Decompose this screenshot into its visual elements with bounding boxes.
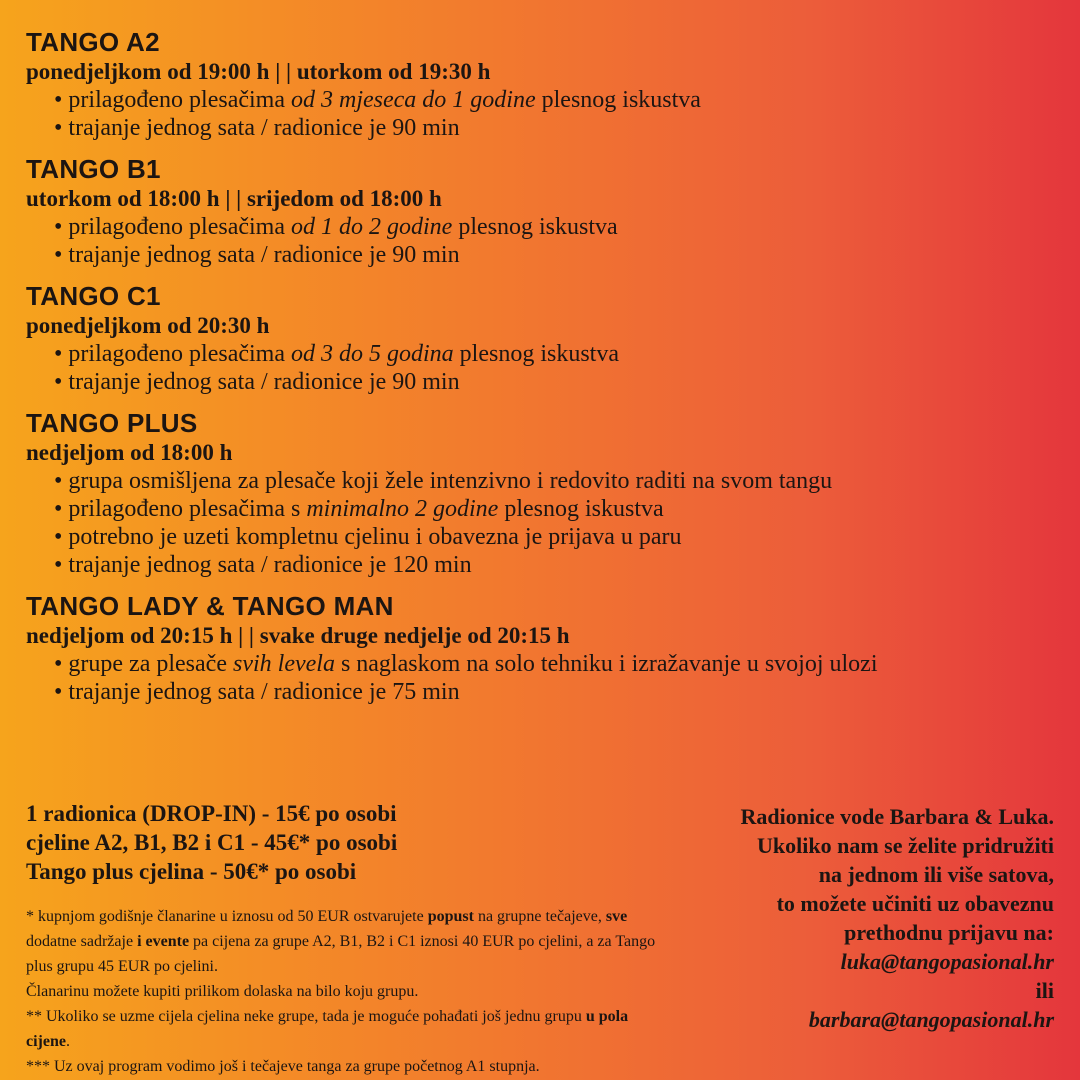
- footnote-half-price: ** Ukoliko se uzme cijela cjelina neke grupe, tada je moguće pohađati još jednu grupu u pola cijene.: [26, 1008, 629, 1050]
- footnotes: [26, 904, 676, 1079]
- contact-line: Ukoliko nam se želite pridružiti: [757, 833, 1054, 858]
- contact-line: Radionice vode Barbara & Luka.: [740, 804, 1054, 829]
- detail-item: • trajanje jednog sata / radionice je 75 min: [54, 678, 1066, 706]
- group-tango-b1: [26, 153, 1066, 269]
- contact-line: na jednom ili više satova,: [818, 862, 1054, 887]
- contact-line: to možete učiniti uz obaveznu: [776, 891, 1054, 916]
- detail-item: • prilagođeno plesačima od 1 do 2 godine plesnog iskustva: [54, 213, 1066, 241]
- group-tango-lady-man: [26, 590, 1066, 706]
- email-barbara-link[interactable]: barbara@tangopasional.hr: [808, 1007, 1054, 1032]
- footnote-membership: * kupnjom godišnje članarine u iznosu od 50 EUR ostvarujete popust na grupne tečajeve, sve dodatne sadržaje i eventе pa cijena za grupe A2, B1, B2 i C1 iznosi 40 EUR po cjelini, a za Tango plus grupu 45 EUR po cjelini.: [26, 908, 656, 975]
- group-title: TANGO B1: [26, 154, 161, 184]
- group-details: [26, 213, 1066, 269]
- detail-item: • prilagođeno plesačima od 3 do 5 godina plesnog iskustva: [54, 340, 1066, 368]
- price-tango-plus: Tango plus cjelina - 50€* po osobi: [26, 859, 357, 884]
- group-details: [26, 467, 1066, 579]
- group-title: TANGO C1: [26, 281, 161, 311]
- detail-item: • trajanje jednog sata / radionice je 90 min: [54, 368, 1066, 396]
- contact-line: prethodnu prijavu na:: [844, 920, 1054, 945]
- detail-item: • grupe za plesače svih levela s naglaskom na solo tehniku i izražavanje u svojoj ulozi: [54, 650, 1066, 678]
- footnote-membership-purchase: Članarinu možete kupiti prilikom dolaska na bilo koju grupu.: [26, 983, 419, 1000]
- group-title: TANGO LADY & TANGO MAN: [26, 591, 394, 621]
- group-schedule: nedjeljom od 20:15 h | | svake druge nedjelje od 20:15 h: [26, 623, 570, 648]
- groups-list: [26, 26, 1066, 717]
- price-drop-in: 1 radionica (DROP-IN) - 15€ po osobi: [26, 801, 397, 826]
- detail-item: • prilagođeno plesačima od 3 mjeseca do 1 godine plesnog iskustva: [54, 86, 1066, 114]
- group-schedule: nedjeljom od 18:00 h: [26, 440, 233, 465]
- group-schedule: utorkom od 18:00 h | | srijedom od 18:00 h: [26, 186, 442, 211]
- contact-or: ili: [1035, 978, 1054, 1003]
- group-tango-a2: [26, 26, 1066, 142]
- group-schedule: ponedjeljkom od 19:00 h | | utorkom od 19:30 h: [26, 59, 491, 84]
- group-title: TANGO PLUS: [26, 408, 198, 438]
- group-details: [26, 340, 1066, 396]
- group-tango-plus: [26, 407, 1066, 579]
- group-details: [26, 86, 1066, 142]
- detail-item: • grupa osmišljena za plesače koji žele intenzivno i redovito raditi na svom tangu: [54, 467, 1066, 495]
- detail-item: • potrebno je uzeti kompletnu cjelinu i obavezna je prijava u paru: [54, 523, 1066, 551]
- detail-item: • prilagođeno plesačima s minimalno 2 godine plesnog iskustva: [54, 495, 1066, 523]
- detail-item: • trajanje jednog sata / radionice je 90 min: [54, 114, 1066, 142]
- group-title: TANGO A2: [26, 27, 160, 57]
- email-luka-link[interactable]: luka@tangopasional.hr: [840, 949, 1054, 974]
- price-cjeline: cjeline A2, B1, B2 i C1 - 45€* po osobi: [26, 830, 398, 855]
- detail-item: • trajanje jednog sata / radionice je 120 min: [54, 551, 1066, 579]
- contact-block: [634, 802, 1054, 1034]
- group-tango-c1: [26, 280, 1066, 396]
- group-details: [26, 650, 1066, 706]
- group-schedule: ponedjeljkom od 20:30 h: [26, 313, 270, 338]
- price-list: [26, 799, 646, 886]
- footnote-a1-courses: *** Uz ovaj program vodimo još i tečajeve tanga za grupe početnog A1 stupnja.: [26, 1058, 540, 1075]
- detail-item: • trajanje jednog sata / radionice je 90 min: [54, 241, 1066, 269]
